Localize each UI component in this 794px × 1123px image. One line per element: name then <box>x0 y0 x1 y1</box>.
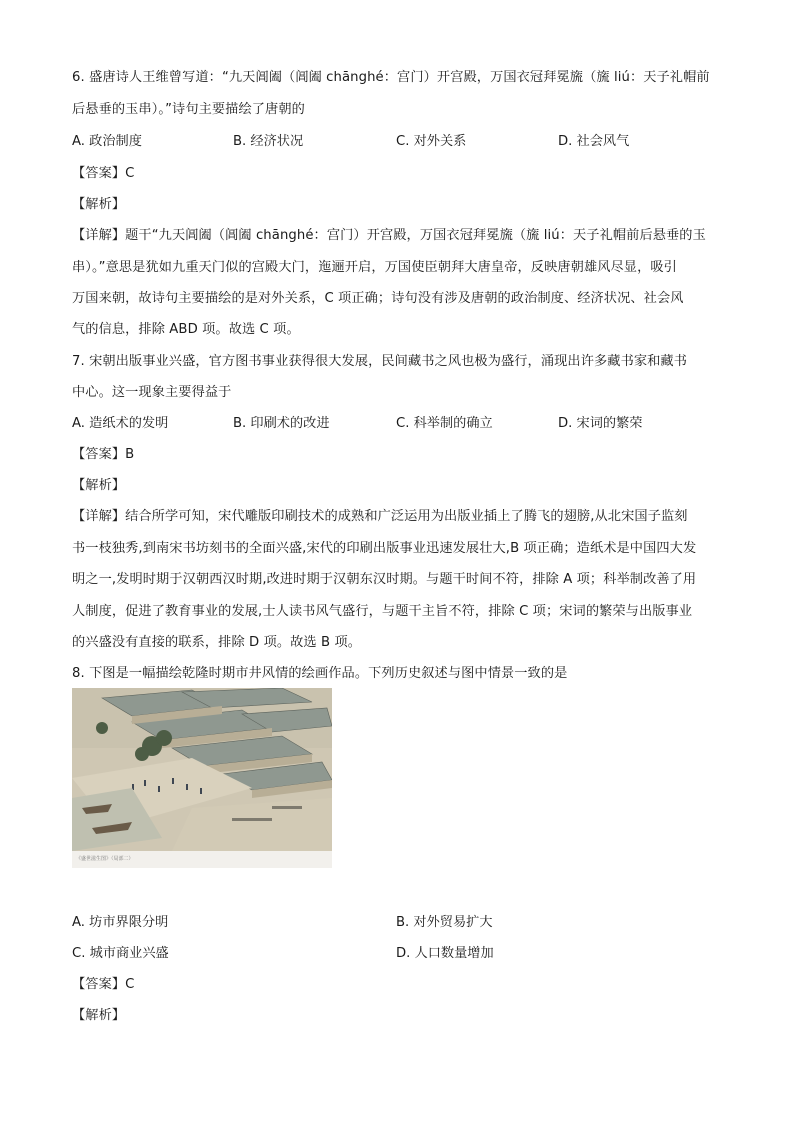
q6-option-a: A. 政治制度 <box>72 134 142 149</box>
painting-caption: 《盛世滋生图》（局部二） <box>72 851 332 868</box>
q8-answer: 【答案】C <box>72 977 135 992</box>
q7-option-a: A. 造纸术的发明 <box>72 416 169 431</box>
q8-option-d: D. 人口数量增加 <box>396 946 494 961</box>
q6-option-b: B. 经济状况 <box>233 134 304 149</box>
q8-option-c: C. 城市商业兴盛 <box>72 946 169 961</box>
q8-option-b: B. 对外贸易扩大 <box>396 915 493 930</box>
q6-detail-line-2: 串）。”意思是犹如九重天门似的宫殿大门，迤逦开启，万国使臣朝拜大唐皇帝，反映唐朝雄风尽显，吸引 <box>72 260 677 275</box>
q8-analysis-label: 【解析】 <box>72 1008 126 1023</box>
q7-detail-line-4: 人制度，促进了教育事业的发展,士人读书风气盛行，与题干主旨不符，排除 C 项；宋词的繁荣与出版事业 <box>72 604 693 619</box>
q6-option-d: D. 社会风气 <box>558 134 630 149</box>
q7-stem-line-1: 7. 宋朝出版事业兴盛，官方图书事业获得很大发展，民间藏书之风也极为盛行，涌现出许多藏书家和藏书 <box>72 354 688 369</box>
q7-answer: 【答案】B <box>72 447 135 462</box>
q6-option-c: C. 对外关系 <box>396 134 467 149</box>
q6-detail-line-1: 【详解】题干“九天阊阖（阊阖 chānghé：宫门）开宫殿，万国衣冠拜冕旒（旒 liú：天子礼帽前后悬垂的玉 <box>72 228 706 243</box>
q7-detail-line-5: 的兴盛没有直接的联系，排除 D 项。故选 B 项。 <box>72 635 362 650</box>
q6-detail-line-3: 万国来朝，故诗句主要描绘的是对外关系，C 项正确；诗句没有涉及唐朝的政治制度、经济状况、社会风 <box>72 291 684 306</box>
q6-analysis-label: 【解析】 <box>72 197 126 212</box>
qianlong-city-painting <box>72 688 332 868</box>
q7-option-b: B. 印刷术的改进 <box>233 416 330 431</box>
q6-detail-line-4: 气的信息，排除 ABD 项。故选 C 项。 <box>72 322 300 337</box>
q8-option-a: A. 坊市界限分明 <box>72 915 169 930</box>
q7-option-c: C. 科举制的确立 <box>396 416 493 431</box>
q7-detail-line-3: 明之一,发明时期于汉朝西汉时期,改进时期于汉朝东汉时期。与题干时间不符，排除 A 项；科举制改善了用 <box>72 572 697 587</box>
q7-detail-line-2: 书一枝独秀,到南宋书坊刻书的全面兴盛,宋代的印刷出版事业迅速发展壮大,B 项正确；造纸术是中国四大发 <box>72 541 697 556</box>
q7-option-d: D. 宋词的繁荣 <box>558 416 643 431</box>
q7-detail-line-1: 【详解】结合所学可知，宋代雕版印刷技术的成熟和广泛运用为出版业插上了腾飞的翅膀,从北宋国子监刻 <box>72 509 688 524</box>
q6-stem-line-1: 6. 盛唐诗人王维曾写道：“九天阊阖（阊阖 chānghé：宫门）开宫殿，万国衣冠拜冕旒（旒 liú：天子礼帽前 <box>72 70 710 85</box>
q7-stem-line-2: 中心。这一现象主要得益于 <box>72 385 232 400</box>
q6-stem-line-2: 后悬垂的玉串）。”诗句主要描绘了唐朝的 <box>72 102 305 117</box>
q6-answer: 【答案】C <box>72 166 135 181</box>
q7-analysis-label: 【解析】 <box>72 478 126 493</box>
painting-illustration <box>72 688 332 851</box>
q8-stem-line-1: 8. 下图是一幅描绘乾隆时期市井风情的绘画作品。下列历史叙述与图中情景一致的是 <box>72 666 568 681</box>
